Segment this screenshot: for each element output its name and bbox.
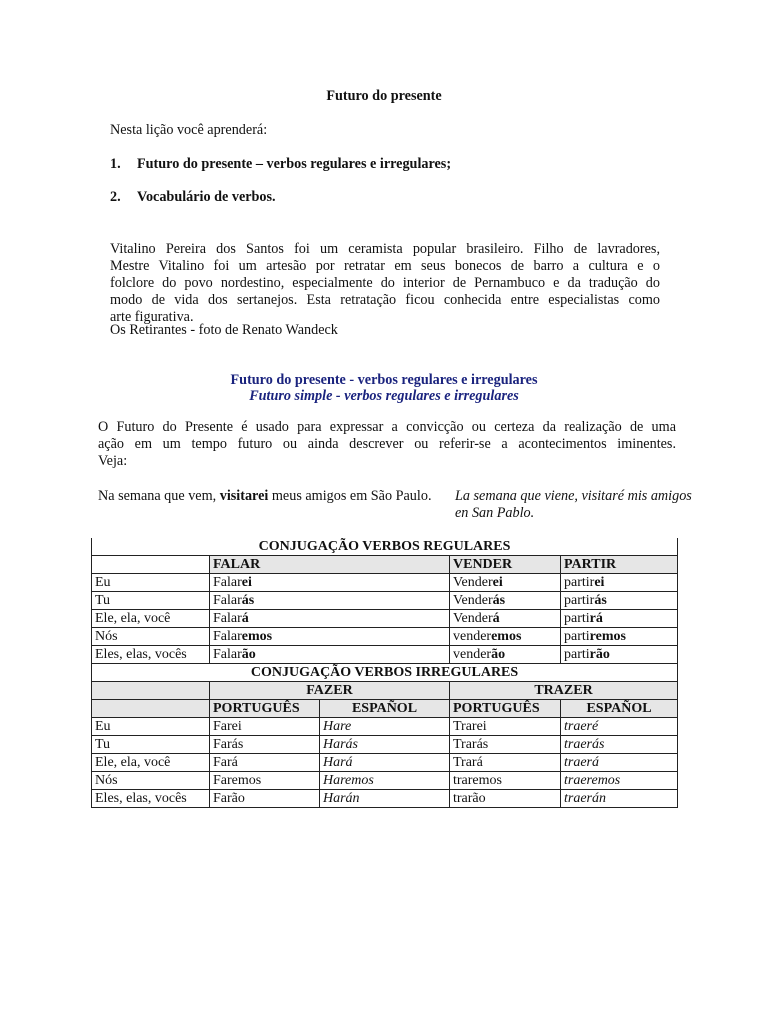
subheader-espanol: ESPAÑOL <box>561 700 678 718</box>
partir-cell: partiremos <box>561 628 678 646</box>
trazer-es-cell: traerá <box>561 754 678 772</box>
list-item <box>110 189 276 206</box>
trazer-es-cell: traeremos <box>561 772 678 790</box>
pronoun-cell: Tu <box>92 736 210 754</box>
falar-cell: Falarás <box>210 592 450 610</box>
header-fazer: FAZER <box>210 682 450 700</box>
fazer-pt-cell: Farás <box>210 736 320 754</box>
example-text: Na semana que vem, <box>98 488 220 504</box>
pronoun-cell: Nós <box>92 772 210 790</box>
partir-cell: partirás <box>561 592 678 610</box>
photo-caption: Os Retirantes - foto de Renato Wandeck <box>110 322 338 338</box>
list-item <box>110 156 451 173</box>
header-falar: FALAR <box>210 556 450 574</box>
list-number: 2. <box>110 189 121 205</box>
table-row <box>92 736 678 754</box>
vender-cell: Venderás <box>450 592 561 610</box>
fazer-es-cell: Harán <box>320 790 450 808</box>
fazer-es-cell: Haremos <box>320 772 450 790</box>
subheader-espanol: ESPAÑOL <box>320 700 450 718</box>
conjugation-table <box>91 538 678 808</box>
table-title-row <box>92 538 678 556</box>
table-row <box>92 592 678 610</box>
vitalino-paragraph <box>110 241 660 326</box>
pronoun-cell: Ele, ela, você <box>92 754 210 772</box>
paragraph-line: Vitalino Pereira dos Santos foi um ceramista popular brasileiro. Filho de lavradores, <box>110 241 660 257</box>
table-row <box>92 790 678 808</box>
empty-cell <box>92 700 210 718</box>
trazer-es-cell: traeré <box>561 718 678 736</box>
partir-cell: partirá <box>561 610 678 628</box>
irregular-title: CONJUGAÇÃO VERBOS IRREGULARES <box>92 664 678 682</box>
header-partir: PARTIR <box>561 556 678 574</box>
falar-cell: Falaremos <box>210 628 450 646</box>
pronoun-cell: Eles, elas, vocês <box>92 646 210 664</box>
partir-cell: partirão <box>561 646 678 664</box>
fazer-pt-cell: Farão <box>210 790 320 808</box>
example-spanish: La semana que viene, visitaré mis amigos en San Pablo. <box>455 488 692 521</box>
table-row <box>92 646 678 664</box>
list-text: Futuro do presente – verbos regulares e irregulares; <box>137 156 452 172</box>
vender-cell: Venderá <box>450 610 561 628</box>
list-number: 1. <box>110 156 121 172</box>
trazer-pt-cell: traremos <box>450 772 561 790</box>
pronoun-cell: Nós <box>92 628 210 646</box>
page-title: Futuro do presente <box>326 88 442 104</box>
table-title-row <box>92 664 678 682</box>
fazer-es-cell: Hare <box>320 718 450 736</box>
subheader-portugues: PORTUGUÊS <box>450 700 561 718</box>
trazer-es-cell: traerán <box>561 790 678 808</box>
vender-cell: Venderei <box>450 574 561 592</box>
trazer-pt-cell: Trarás <box>450 736 561 754</box>
pronoun-cell: Eu <box>92 574 210 592</box>
regular-title: CONJUGAÇÃO VERBOS REGULARES <box>92 538 678 556</box>
table-header-row <box>92 556 678 574</box>
trazer-pt-cell: Trarei <box>450 718 561 736</box>
explanation-line: O Futuro do Presente é usado para expressar a convicção ou certeza da realização de uma <box>98 419 676 435</box>
explanation-paragraph <box>98 419 676 470</box>
table-row <box>92 628 678 646</box>
fazer-es-cell: Harás <box>320 736 450 754</box>
fazer-pt-cell: Fará <box>210 754 320 772</box>
vender-cell: venderão <box>450 646 561 664</box>
table-subheader-row <box>92 700 678 718</box>
empty-cell <box>92 682 210 700</box>
fazer-pt-cell: Faremos <box>210 772 320 790</box>
empty-cell <box>92 556 210 574</box>
explanation-line: Veja: <box>98 453 128 469</box>
fazer-pt-cell: Farei <box>210 718 320 736</box>
table-row <box>92 610 678 628</box>
trazer-pt-cell: trarão <box>450 790 561 808</box>
falar-cell: Falará <box>210 610 450 628</box>
intro-text: Nesta lição você aprenderá: <box>110 122 268 138</box>
pronoun-cell: Eles, elas, vocês <box>92 790 210 808</box>
table-row <box>92 574 678 592</box>
pronoun-cell: Ele, ela, você <box>92 610 210 628</box>
paragraph-line: Mestre Vitalino foi um artesão por retratar em seus bonecos de barro a cultura e o <box>110 258 660 274</box>
falar-cell: Falarei <box>210 574 450 592</box>
vender-cell: venderemos <box>450 628 561 646</box>
pronoun-cell: Tu <box>92 592 210 610</box>
example-text: meus amigos em São Paulo. <box>268 488 432 504</box>
table-header-row <box>92 682 678 700</box>
falar-cell: Falarão <box>210 646 450 664</box>
header-trazer: TRAZER <box>450 682 678 700</box>
trazer-es-cell: traerás <box>561 736 678 754</box>
example-portuguese <box>98 488 438 505</box>
paragraph-line: arte figurativa. <box>110 309 194 325</box>
table-row <box>92 772 678 790</box>
list-text: Vocabulário de verbos. <box>137 189 276 205</box>
partir-cell: partirei <box>561 574 678 592</box>
paragraph-line: modo de vida dos sertanejos. Esta retratação ficou conhecida entre especialistas como <box>110 292 660 308</box>
fazer-es-cell: Hará <box>320 754 450 772</box>
pronoun-cell: Eu <box>92 718 210 736</box>
explanation-line: ação em um tempo futuro ou ainda descrever ou referir-se a acontecimentos iminentes. <box>98 436 676 452</box>
example-highlight: visitarei <box>219 488 269 504</box>
header-vender: VENDER <box>450 556 561 574</box>
subheader-portugues: PORTUGUÊS <box>210 700 320 718</box>
section-heading-pt: Futuro do presente - verbos regulares e irregulares <box>230 372 538 388</box>
table-row <box>92 754 678 772</box>
section-heading-es: Futuro simple - verbos regulares e irregulares <box>249 388 519 404</box>
paragraph-line: folclore do povo nordestino, especialmente do interior de Pernambuco e da tradução do <box>110 275 660 291</box>
trazer-pt-cell: Trará <box>450 754 561 772</box>
table-row <box>92 718 678 736</box>
